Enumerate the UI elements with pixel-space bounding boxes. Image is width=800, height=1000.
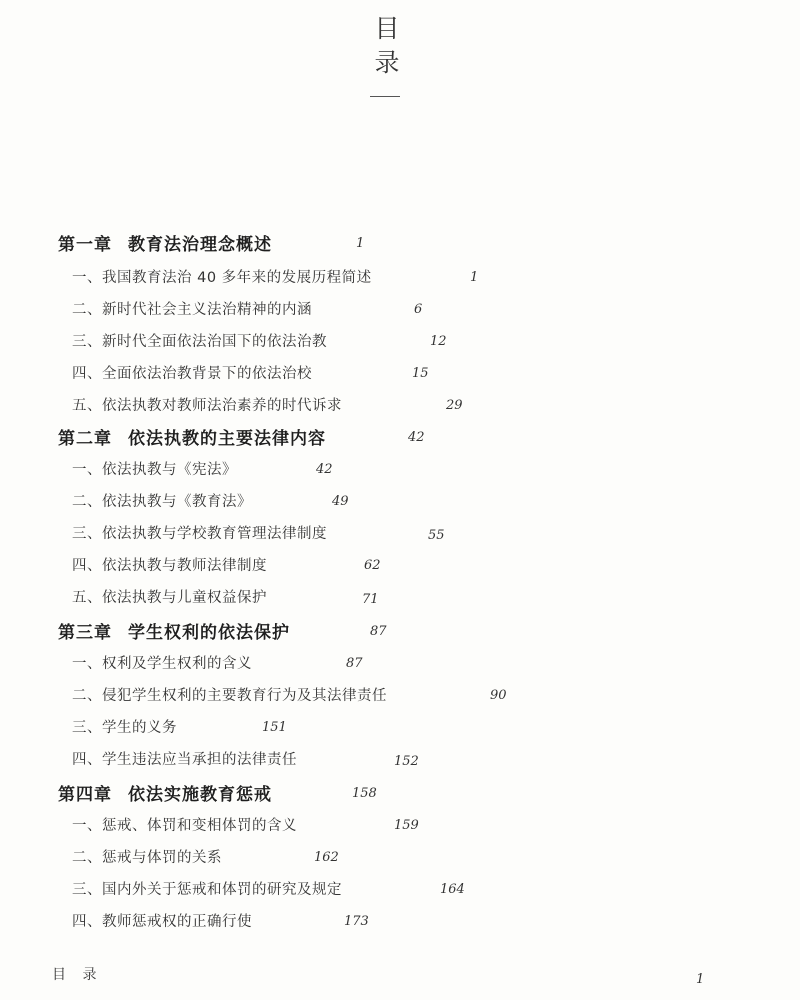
section-page-number: 55	[428, 528, 445, 543]
section-page-number: 15	[412, 366, 429, 381]
section-label: 二、惩戒与体罚的关系	[72, 850, 222, 866]
section-page-number: 49	[332, 494, 349, 509]
section-label: 二、新时代社会主义法治精神的内涵	[72, 302, 312, 318]
section-label: 四、学生违法应当承担的法律责任	[72, 752, 297, 768]
toc-section[interactable]	[72, 748, 297, 769]
section-page-number: 42	[316, 462, 333, 477]
toc-section[interactable]	[72, 394, 342, 415]
section-page-number: 12	[430, 334, 447, 349]
toc-chapter-4[interactable]	[58, 780, 272, 805]
toc-chapter-3[interactable]	[58, 618, 290, 643]
title-char-2: 录	[374, 48, 400, 77]
chapter-title: 依法实施教育惩戒	[128, 785, 272, 805]
section-page-number: 151	[262, 720, 287, 735]
toc-section[interactable]	[72, 490, 252, 511]
section-label: 一、依法执教与《宪法》	[72, 462, 237, 478]
chapter-page-number: 42	[408, 430, 425, 445]
section-page-number: 29	[446, 398, 463, 413]
chapter-page-number: 1	[356, 236, 365, 251]
section-page-number: 164	[440, 882, 465, 897]
toc-section[interactable]	[72, 362, 312, 383]
section-label: 五、依法执教与儿童权益保护	[72, 590, 267, 606]
running-footer-title: 目 录	[52, 967, 103, 983]
section-page-number: 62	[364, 558, 381, 573]
chapter-title: 依法执教的主要法律内容	[128, 429, 326, 449]
section-label: 五、依法执教对教师法治素养的时代诉求	[72, 398, 342, 414]
section-label: 三、国内外关于惩戒和体罚的研究及规定	[72, 882, 342, 898]
chapter-number: 第一章	[58, 235, 112, 255]
section-label: 一、权利及学生权利的含义	[72, 656, 252, 672]
toc-section[interactable]	[72, 814, 297, 835]
section-label: 一、惩戒、体罚和变相体罚的含义	[72, 818, 297, 834]
toc-section[interactable]	[72, 684, 387, 705]
chapter-number: 第四章	[58, 785, 112, 805]
section-label: 四、全面依法治教背景下的依法治校	[72, 366, 312, 382]
toc-section[interactable]	[72, 878, 342, 899]
toc-chapter-2[interactable]	[58, 424, 326, 449]
toc-section[interactable]	[72, 458, 237, 479]
section-page-number: 159	[394, 818, 419, 833]
section-page-number: 1	[470, 270, 479, 285]
toc-section[interactable]	[72, 330, 327, 351]
chapter-page-number: 158	[352, 786, 377, 801]
toc-section[interactable]	[72, 266, 372, 287]
section-label: 三、依法执教与学校教育管理法律制度	[72, 526, 327, 542]
toc-section[interactable]	[72, 522, 327, 543]
section-label: 一、我国教育法治 40 多年来的发展历程简述	[72, 270, 372, 286]
title-char-1: 目	[374, 14, 400, 43]
section-label: 三、新时代全面依法治国下的依法治教	[72, 334, 327, 350]
toc-section[interactable]	[72, 910, 252, 931]
section-page-number: 162	[314, 850, 339, 865]
section-label: 二、依法执教与《教育法》	[72, 494, 252, 510]
section-label: 二、侵犯学生权利的主要教育行为及其法律责任	[72, 688, 387, 704]
toc-section[interactable]	[72, 716, 177, 737]
toc-section[interactable]	[72, 652, 252, 673]
section-label: 四、依法执教与教师法律制度	[72, 558, 267, 574]
section-page-number: 71	[362, 592, 379, 607]
section-page-number: 152	[394, 754, 419, 769]
section-label: 四、教师惩戒权的正确行使	[72, 914, 252, 930]
section-page-number: 6	[414, 302, 423, 317]
section-page-number: 87	[346, 656, 363, 671]
toc-section[interactable]	[72, 846, 222, 867]
section-page-number: 173	[344, 914, 369, 929]
section-page-number: 90	[490, 688, 507, 703]
chapter-title: 教育法治理念概述	[128, 235, 272, 255]
section-label: 三、学生的义务	[72, 720, 177, 736]
chapter-number: 第三章	[58, 623, 112, 643]
chapter-number: 第二章	[58, 429, 112, 449]
chapter-page-number: 87	[370, 624, 387, 639]
chapter-title: 学生权利的依法保护	[128, 623, 290, 643]
toc-section[interactable]	[72, 298, 312, 319]
footer-page-number: 1	[696, 972, 705, 987]
toc-section[interactable]	[72, 554, 267, 575]
toc-chapter-1[interactable]	[58, 230, 272, 255]
toc-section[interactable]	[72, 586, 267, 607]
